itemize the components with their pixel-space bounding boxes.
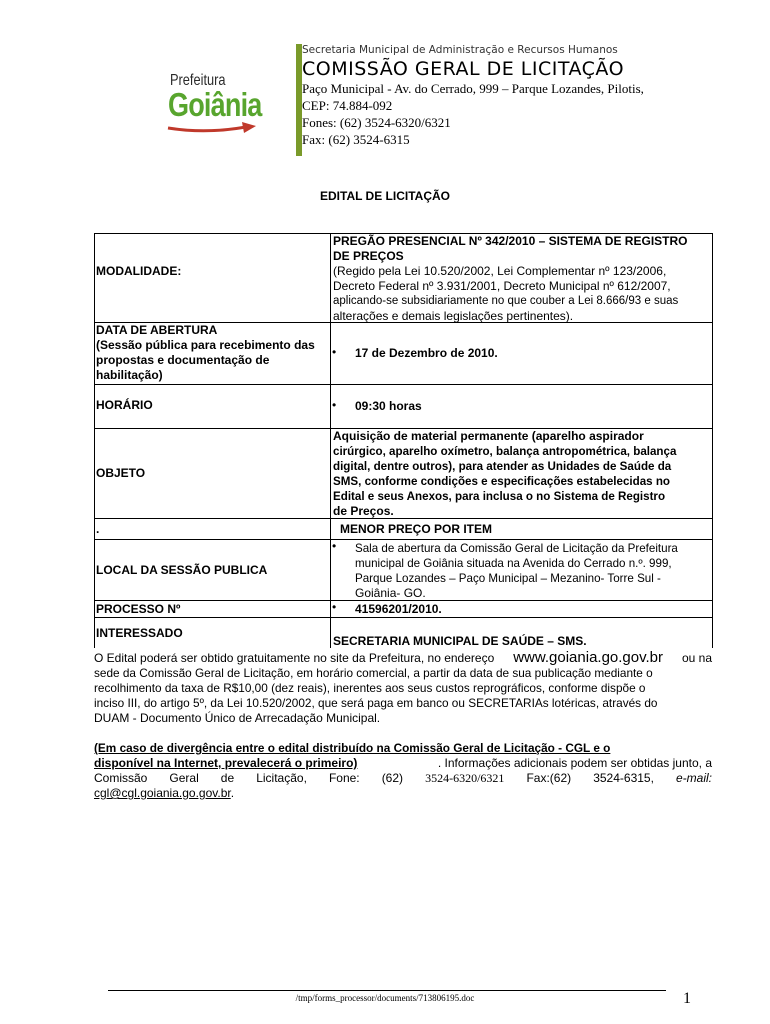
objeto-line4: SMS, conforme condições e especificações estabelecidas no: [333, 475, 670, 488]
horario-value: 09:30 horas: [355, 399, 422, 413]
page-number: 1: [683, 990, 691, 1007]
abertura-label-line1: DATA DE ABERTURA: [96, 323, 218, 337]
objeto-line5: Edital e seus Anexos, para inclusa o no Sistema de Registro: [333, 490, 666, 503]
objeto-line2: cirúrgico, aparelho oxímetro, balança antropométrica, balança: [333, 445, 677, 458]
local-line4: Goiânia- GO.: [355, 586, 426, 600]
email-label: e-mail:: [675, 771, 712, 785]
para2-word: de: [220, 771, 235, 785]
divergence-paragraph: [94, 741, 712, 801]
header-address: Paço Municipal - Av. do Cerrado, 999 – Parque Lozandes, Pilotis,: [302, 81, 644, 96]
modalidade-title-line2: DE PREÇOS: [333, 249, 404, 263]
modalidade-text-line2: Decreto Federal nº 3.931/2001, Decreto Municipal nº 612/2007,: [333, 279, 671, 293]
table-row-divider: [94, 539, 712, 540]
local-line1: Sala de abertura da Comissão Geral de Licitação da Prefeitura: [355, 542, 678, 555]
criterio-label: .: [96, 522, 100, 536]
criterio-value: MENOR PREÇO POR ITEM: [340, 522, 493, 536]
modalidade-text-line3: aplicando-se subsidiariamente no que couber a Lei 8.666/93 e suas: [333, 295, 679, 307]
local-label: LOCAL DA SESSÃO PUBLICA: [96, 563, 268, 577]
para2-word: Licitação,: [256, 771, 307, 785]
para2-line3: [94, 771, 712, 786]
footer-divider: [108, 990, 666, 991]
para2-line2-text: . Informações adicionais podem ser obtidas junto, a: [437, 756, 712, 770]
modalidade-text-line4: alterações e demais legislações pertinentes).: [333, 309, 574, 323]
para2-line4-end: .: [230, 786, 235, 800]
para2-word: Fone:: [328, 771, 360, 785]
footer-file-path: /tmp/forms_processor/documents/713806195.doc: [295, 993, 475, 1003]
table-border-left: [94, 233, 95, 648]
para1-line2: sede da Comissão Geral de Licitação, em horário comercial, a partir da data de sua publicação mediante o: [94, 666, 653, 680]
bullet-icon: •: [332, 600, 337, 614]
interessado-label: INTERESSADO: [96, 626, 183, 640]
para1-line1-text: O Edital poderá ser obtido gratuitamente no site da Prefeitura, no endereço: [94, 651, 495, 665]
header-fones: Fones: (62) 3524-6320/6321: [302, 115, 451, 130]
para2-line2: [94, 756, 712, 771]
para1-line1: [94, 650, 712, 666]
abertura-label-line2: (Sessão pública para recebimento das: [96, 338, 315, 352]
logo-text-prefeitura: Prefeitura: [170, 72, 226, 89]
bullet-icon: •: [332, 398, 337, 412]
header-cep: CEP: 74.884-092: [302, 98, 393, 113]
para2-word: (62): [381, 771, 404, 785]
interessado-value: SECRETARIA MUNICIPAL DE SAÚDE – SMS.: [333, 634, 587, 648]
para1-line5: DUAM - Documento Único de Arrecadação Municipal.: [94, 711, 381, 725]
logo-text-goiania: Goiânia: [168, 86, 262, 123]
para2-word: Geral: [169, 771, 199, 785]
para1-line4: inciso III, do artigo 5º, da Lei 10.520/2002, que será paga em banco ou SECRETARIAs lotéricas, através do: [94, 696, 658, 710]
logo-swoosh-icon: [166, 120, 258, 138]
objeto-line6: de Preços.: [333, 504, 394, 518]
para2-line2-bold: disponível na Internet, prevalecerá o primeiro): [94, 756, 358, 770]
email-link[interactable]: cgl@cgl.goiania.go.gov.br: [94, 786, 231, 800]
abertura-label-line4: habilitação): [96, 368, 163, 382]
header-fax: Fax: (62) 3524-6315: [302, 132, 410, 147]
local-line2: municipal de Goiânia situada na Avenida do Cerrado n.º. 999,: [355, 557, 672, 570]
para1-line1-end: ou na: [681, 651, 712, 665]
objeto-label: OBJETO: [96, 466, 146, 480]
objeto-line1: Aquisição de material permanente (aparelho aspirador: [333, 429, 644, 443]
para2-line4: [94, 786, 712, 801]
fax-number: 3524-6315,: [593, 771, 654, 785]
table-row-divider: [94, 617, 712, 618]
local-line3: Parque Lozandes – Paço Municipal – Mezanino- Torre Sul -: [355, 572, 661, 585]
para1-line3: recolhimento da taxa de R$10,00 (dez reais), inerentes aos seus custos reprográficos, conforme dispõe o: [94, 681, 646, 695]
header-title: COMISSÃO GERAL DE LICITAÇÃO: [302, 58, 625, 80]
modalidade-text-line1: (Regido pela Lei 10.520/2002, Lei Complementar nº 123/2006,: [333, 264, 667, 278]
bullet-icon: •: [332, 539, 337, 553]
horario-label: HORÁRIO: [96, 398, 153, 412]
table-row-divider: [94, 518, 712, 519]
modalidade-title-line1: PREGÃO PRESENCIAL Nº 342/2010 – SISTEMA DE REGISTRO: [333, 234, 688, 248]
processo-label: PROCESSO Nº: [96, 602, 181, 616]
table-column-divider: [330, 233, 331, 648]
table-row-divider: [94, 384, 712, 385]
letterhead: [302, 44, 644, 148]
table-border-right: [712, 233, 713, 648]
website-link[interactable]: www.goiania.go.gov.br: [513, 649, 664, 666]
para2-word: Comissão: [94, 771, 148, 785]
para2-line1: (Em caso de divergência entre o edital distribuído na Comissão Geral de Licitação - CGL e o: [94, 741, 611, 755]
document-title: EDITAL DE LICITAÇÃO: [320, 189, 450, 203]
edital-availability-paragraph: [94, 650, 712, 726]
para2-word: Fax:(62): [526, 771, 572, 785]
abertura-value: 17 de Dezembro de 2010.: [355, 346, 498, 360]
bullet-icon: •: [332, 345, 337, 359]
header-subtitle: Secretaria Municipal de Administração e Recursos Humanos: [302, 44, 618, 56]
phone-number: 3524-6320/6321: [425, 771, 505, 785]
processo-value: 41596201/2010.: [355, 602, 442, 616]
abertura-label-line3: propostas e documentação de: [96, 353, 270, 367]
prefeitura-goiania-logo: [166, 72, 266, 142]
objeto-line3: digital, dentre outros), para atender as Unidades de Saúde da: [333, 460, 672, 473]
modalidade-label: MODALIDADE:: [96, 264, 182, 278]
